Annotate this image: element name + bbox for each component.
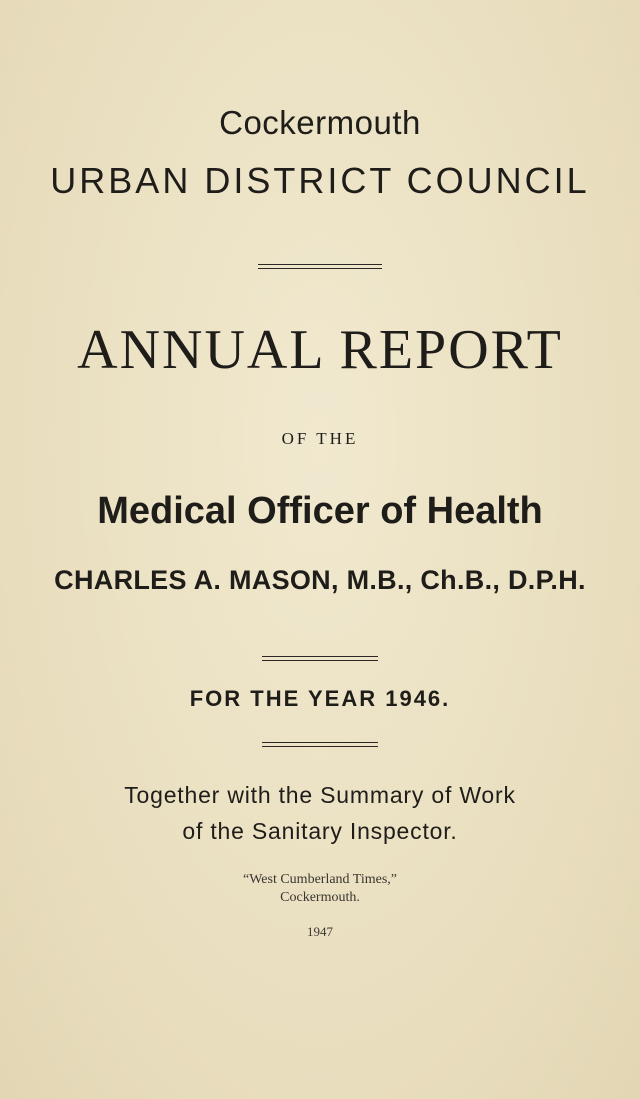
report-title: ANNUAL REPORT	[77, 319, 563, 381]
print-year: 1947	[307, 924, 333, 939]
printer-location: Cockermouth.	[280, 890, 360, 905]
report-year: FOR THE YEAR 1946.	[189, 686, 451, 711]
town-name: Cockermouth	[219, 104, 421, 141]
council-name: URBAN DISTRICT COUNCIL	[50, 160, 590, 201]
divider-rule-lower-double	[262, 746, 378, 747]
divider-rule-lower	[262, 742, 378, 743]
divider-rule-top	[258, 264, 382, 265]
divider-rule-top-double	[258, 268, 382, 269]
summary-line-1: Together with the Summary of Work	[124, 782, 516, 808]
summary-line-2: of the Sanitary Inspector.	[182, 818, 458, 844]
divider-rule-middle	[262, 656, 378, 657]
printer-name: “West Cumberland Times,”	[242, 872, 398, 887]
doctor-name: CHARLES A. MASON, M.B., Ch.B., D.P.H.	[54, 565, 586, 595]
of-the-text: OF THE	[281, 429, 359, 448]
officer-title: Medical Officer of Health	[97, 490, 543, 532]
divider-rule-middle-double	[262, 660, 378, 661]
